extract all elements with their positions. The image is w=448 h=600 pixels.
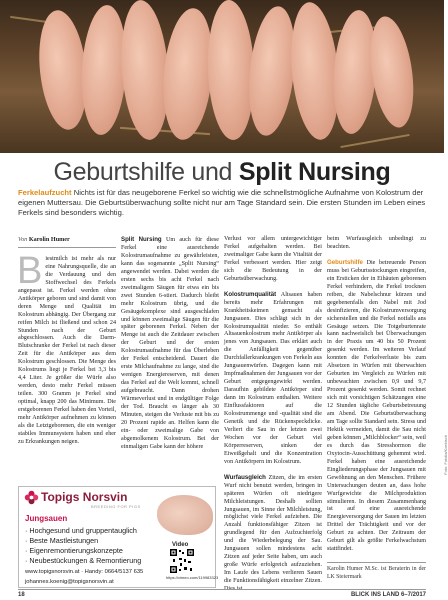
- col3-paragraph-2: Kolostrumqualität Altsauen haben bereits mehr Erfahrungen mit Krankheitskeimen gemacht als Jungsauen. Dies schlägt sich in der Kolostrumqualität nieder. So enthält Altsauenkolostrum mehr Antikörper als jenes von Jungsauen. Das erklärt auch die Anfälligkeit gegenüber Durchfallerkrankungen von Ferkeln aus Jungsauenwürfen. Dagegen kann mit Impfmaßnahmen der Jungsauen vor der Geburt entgegengewirkt werden. Daraufhin gebildete Antikörper sind dann im Kolostrum enthalten. Weitere Einflussfaktoren auf die Kolostrummenge und -qualität sind die Genetik und die Rückenspeckdicke. Verliert die Sau in der letzten zwei Wochen vor der Geburt viel Körperreserven, sinken der Eiweißgehalt und die Konzentration von Antikörpern im Kolostrum.: [224, 290, 322, 465]
- divider: [18, 247, 116, 248]
- col1-paragraph: B iestmilch ist mehr als nur eine Nahrungsquelle, die an die Verdauung und den Stoffwechsel des Ferkels angepasst ist. Ferkel werden ohne Antikörper geboren und sind damit von deren Menge und Qualität im Kolostrum abhängig. Der Übergang zur reifen Milch ist fließend und schon 24 Stunden nach der Geburt abgeschlossen. Auch die Darm-Blutschranke der Ferkel ist nach dieser Zeit für die Antikörper aus dem Kolostrum geschlossen. Die Menge des Kolostrums liegt je Ferkel bei 3,3 bis 4,4 Liter. Je größer die Würfe also werden, desto mehr Ferkel müssen teilen. 300 Gramm je Ferkel sind optimal, knapp 200 das Minimum. Die erstgeborenen Ferkel haben den Vorteil, mehr Antikörper aufnehmen zu können als die Letztgeborenen, die ein weniger stabiles Immunsystem haben und eher zu Erkrankungen neigen.: [17, 249, 116, 445]
- author-note: Karolin Humer M.Sc. ist Beraterin in der LK Steiermark: [327, 562, 426, 582]
- ad-feature-item: · Neubestückungen & Remontierung: [25, 556, 142, 565]
- ad-feature-list: [25, 526, 141, 566]
- column-1: [18, 236, 116, 447]
- ad-email-link[interactable]: johannes.koenig@topigsnorsvin.at: [25, 579, 114, 585]
- ad-logo-subtitle: BREEDING FOR PIGS: [91, 504, 141, 509]
- lead-keyword: Ferkelaufzucht: [18, 188, 72, 197]
- lead-text: Nichts ist für das neugeborene Ferkel so wichtig wie die schnellstmögliche Aufnahme von Kolostrum der eigenen Muttersau. Die Geburtsüberwachung sollte nicht nur am Tage Standard sein. Die ersten Stunden im Leben eines Ferkels sind besonders wichtig.: [18, 188, 426, 217]
- col2-paragraph: Split Nursing Um auch für diese Ferkel eine ausreichende Kolostrumaufnahme zu gewährleisten, kann das sogenannte „Split Nursing“ angewendet werden. Dabei werden die ersten sechs bis acht Ferkel nach zweimaligem Säugen für etwa ein bis zwei Stunden 6-stiert. Dadurch bleibt mehr Kolostrum übrig, und die Gesäugekomplexe sind ausgeschlafen und können zweimalige Säugen für die später geborenen Ferkel. Neben der Menge ist auch die Zeitdauer zwischen der Geburt und der ersten Kolostrumaufnahme für das Überleben der Ferkel entscheidend. Dauert die erste Milchaufnahme zu lange, sind die wenigen Energiereserven, mit denen das Ferkel auf die Welt kommt, schnell aufgebraucht. Dann drohen Wärmeverlust und in endgültiger Folge der Tod. Braucht es länger als 30 Minuten, steigen die Verluste mit bis zu 20 Prozent rapide an. Helfen kann die ein- oder zweimalige Gabe von abgemolkenem Kolostrum. Bei der einmaligen Gabe kann der höhere: [121, 236, 219, 450]
- article-headline: [0, 158, 444, 187]
- byline: Von Karolin Humer: [18, 236, 70, 243]
- page-number: 18: [18, 592, 25, 598]
- ad-phone: · Handy: 0664/5137 635: [81, 569, 144, 575]
- column-3: [224, 236, 322, 594]
- col3-paragraph-3: Wurfausgleich Zitzen, die im ersten Wurf nicht benutzt werden, bringen in späteren Würfen oft niedrigere Milchleistungen. Deshalb sollten Jungsauen, im Sinne der Milchleistung, möglichst viele Ferkel aufziehen. Die Anzahl funktionsfähiger Zitzen ist grundlegend für den Aufzuchterfolg und die Wiederbelegung der Sau. Jungsauen sollen mindestens acht Zitzen auf jeder Seite haben, um auch große Würfe erfolgreich aufzuziehen. Im Laufe des Lebens verlieren Sauen die Funktionsfähigkeit einzelner Zitzen. Dies ist: [224, 473, 322, 593]
- headline-part1: Geburtshilfe und: [53, 158, 233, 186]
- ad-logo-text: Topigs Norsvin: [41, 490, 128, 504]
- subheading-wurfausgleich: Wurfausgleich: [224, 473, 266, 481]
- ad-feature-item: · Beste Mastleistungen: [25, 536, 99, 545]
- article-lead: [18, 188, 428, 218]
- dropcap: B: [17, 249, 43, 292]
- col4-paragraph-2: Geburtshilfe Die betreuende Person muss bei Geburtsstockungen eingreifen, ein Ersticken der in Eihäuten geborenen Ferkel verhindern, die Ferkel trocknen reiben, die Nabelschnur kürzen und gegebenenfalls den Nabel mit Jod desinfizieren, die Kolostrumversorgung sicherstellen und die Ferkel notfalls ans Gesäuge setzen. Die Totgeburtenrate kann nachweislich bei Überwachungen in der Praxis um 40 bis 50 Prozent gesenkt werden. Im weiteren Verlauf konnten die Ferkelverluste bis zum Absetzen in Würfen mit überwachten Geburten im Vergleich zu Würfen mit unbewachten zwischen 0,9 und 9,7 Prozent gesenkt werden. Somit rechnet sich mit vorsichtigen Schätzungen eine 12 Stunden tägliche Geburtsbetreuung am Abend. Die Geburtsüberwachung am Tage sollte Standard sein. Stress und Hektik vermeiden, damit die Sau nicht geben können „Milchblocker“ sein, weil es durch das Stresshormon die Oxytocin-Ausschüttung gehemmt wird. Ferkel haben eine ausreichende Eingliederungsphase der Jungsauen mit Gewöhnung an den Menschen. Frühere Untersuchungen deuten an, dass hohe Wurfgewichte die Milchproduktion stimulieren. In diesem Zusammenhang ist auf eine ausreichende Energieversorgung der Sauen im letzten Drittel der Trächtigkeit und vor der Geburt zu achten. Der Zeitraum der Geburt gilt als größte Ferkelwachstum stattfindet.: [327, 258, 426, 553]
- column-4: [327, 236, 426, 582]
- ad-video-label: Video: [172, 542, 189, 548]
- photo-credit: Foto: Fotolia/Koebisch: [443, 435, 448, 475]
- column-2: [121, 236, 219, 452]
- headline-part2: Split Nursing: [238, 158, 391, 186]
- subheading-kolostrumqualitaet: Kolostrumqualität: [224, 290, 277, 298]
- ad-heading: Jungsauen: [25, 514, 68, 523]
- ad-website-link[interactable]: www.topigsnorsvin.at: [25, 569, 80, 575]
- piglets-photo: [0, 0, 444, 153]
- page-footer: [18, 589, 426, 598]
- col3-paragraph-1: Verlust vor allem untergewichtiger Ferkel aufgehalten werden. Bei zweimaliger Gabe kann die Vitalität der Ferkel verbessert werden. Hier zeigt sich die Bedeutung in der Geburtsüberwachung.: [224, 236, 322, 282]
- subheading-split-nursing: Split Nursing: [121, 236, 162, 243]
- advertisement-topigs[interactable]: [18, 486, 219, 588]
- pig-image: [157, 495, 213, 535]
- ad-feature-item: · Hochgesund und gruppentauglich: [25, 526, 137, 535]
- ad-video-url: https://vimeo.com/119983323: [166, 575, 219, 580]
- topigs-flower-logo-icon: [24, 490, 39, 505]
- ad-feature-item: · Eigenremontierungskonzepte: [25, 546, 123, 555]
- ad-contact-line: [25, 569, 143, 575]
- magazine-issue: BLICK INS LAND 6–7/2017: [350, 592, 426, 598]
- col4-paragraph-1: beim Wurfausgleich unbedingt zu beachten.: [327, 236, 426, 250]
- subheading-geburtshilfe: Geburtshilfe: [327, 258, 363, 266]
- qr-code-icon[interactable]: [170, 549, 194, 573]
- author-name: Karolin Humer: [28, 236, 70, 243]
